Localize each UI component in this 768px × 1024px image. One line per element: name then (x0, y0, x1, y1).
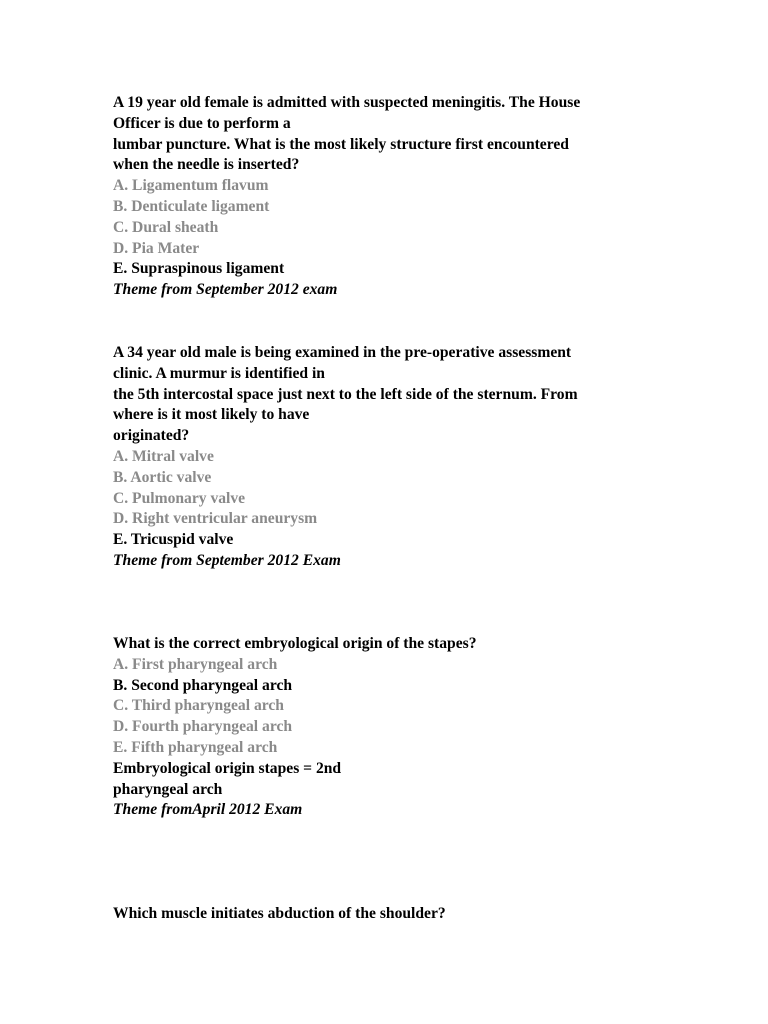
answer-option-correct: E. Supraspinous ligament (113, 260, 285, 278)
question-stem-line: Which muscle initiates abduction of the shoulder? (113, 905, 446, 922)
answer-option-correct: B. Second pharyngeal arch (113, 676, 293, 694)
exam-theme-note: Theme from September 2012 exam (113, 281, 338, 299)
answer-option: C. Dural sheath (113, 218, 219, 236)
question-stem-line: the 5th intercostal space just next to the left side of the sternum. From (113, 385, 578, 403)
question-stem-line: What is the correct embryological origin of the stapes? (113, 635, 477, 652)
question-stem-line: A 34 year old male is being examined in the pre-operative assessment (113, 344, 572, 361)
answer-option: E. Fifth pharyngeal arch (113, 738, 278, 756)
question-1 (113, 93, 673, 301)
explanation-line: Embryological origin stapes = 2nd (113, 759, 342, 777)
answer-option: A. Mitral valve (113, 447, 214, 465)
explanation-line: pharyngeal arch (113, 780, 223, 798)
exam-theme-note: Theme from September 2012 Exam (113, 551, 341, 569)
exam-theme-note: Theme fromApril 2012 Exam (113, 801, 303, 819)
answer-option: D. Pia Mater (113, 239, 200, 257)
question-stem-line: originated? (113, 427, 190, 445)
answer-option: A. Ligamentum flavum (113, 177, 269, 195)
question-stem-line: where is it most likely to have (113, 406, 310, 424)
answer-option: C. Pulmonary valve (113, 489, 246, 507)
question-4 (113, 904, 673, 925)
answer-option-correct: E. Tricuspid valve (113, 531, 234, 549)
question-stem-line: clinic. A murmur is identified in (113, 364, 325, 382)
answer-option: D. Right ventricular aneurysm (113, 510, 318, 528)
answer-option: C. Third pharyngeal arch (113, 697, 284, 715)
answer-option: A. First pharyngeal arch (113, 655, 278, 673)
question-stem-line: lumbar puncture. What is the most likely structure first encountered (113, 135, 569, 153)
question-3 (113, 634, 673, 821)
question-stem-line: when the needle is inserted? (113, 156, 300, 174)
question-2 (113, 343, 673, 572)
question-stem-line: Officer is due to perform a (113, 114, 291, 132)
answer-option: B. Aortic valve (113, 468, 212, 486)
answer-option: D. Fourth pharyngeal arch (113, 718, 293, 736)
answer-option: B. Denticulate ligament (113, 197, 270, 215)
question-stem-line: A 19 year old female is admitted with suspected meningitis. The House (113, 94, 581, 111)
